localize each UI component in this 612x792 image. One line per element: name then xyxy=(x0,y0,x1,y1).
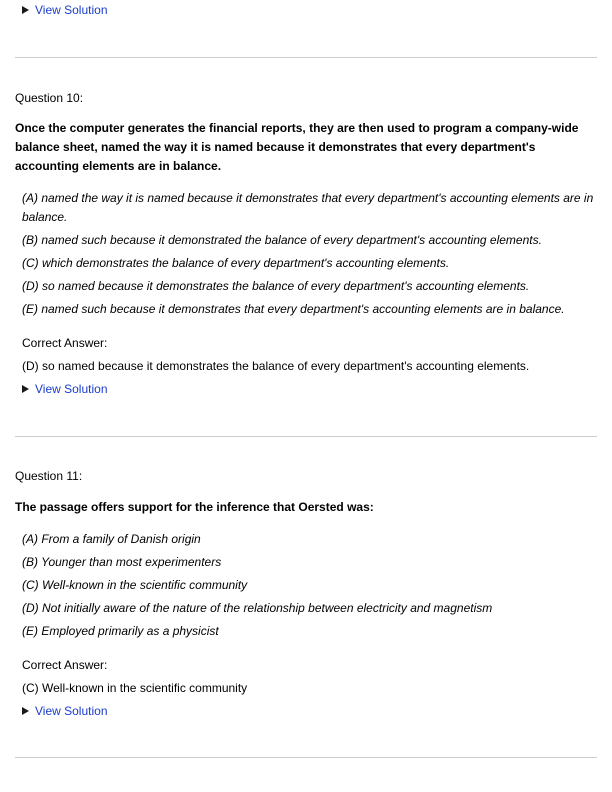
play-triangle-icon xyxy=(22,6,29,14)
divider xyxy=(15,757,597,758)
question-11-correct-label: Correct Answer: xyxy=(22,658,108,672)
question-10-title: Question 10: xyxy=(15,91,84,105)
view-solution-label: View Solution xyxy=(35,704,108,718)
question-11-option-b: (B) Younger than most experimenters xyxy=(22,555,222,569)
view-solution-link-q9[interactable] xyxy=(22,1,108,19)
question-11-stem: The passage offers support for the inference that Oersted was: xyxy=(15,500,374,514)
question-11-option-e: (E) Employed primarily as a physicist xyxy=(22,624,219,638)
question-10-option-a: (A) named the way it is named because it demonstrates that every department's accounting elements are in balance. xyxy=(22,191,594,224)
question-11-option-d: (D) Not initially aware of the nature of the relationship between electricity and magnetism xyxy=(22,601,493,615)
question-10-correct-label: Correct Answer: xyxy=(22,336,108,350)
question-11-option-c: (C) Well-known in the scientific community xyxy=(22,578,248,592)
divider xyxy=(15,436,597,437)
divider xyxy=(15,57,597,58)
question-10-stem: Once the computer generates the financial reports, they are then used to program a company-wide balance sheet, named the way it is named because it demonstrates that every department's accounting elements are in balance. xyxy=(15,121,579,173)
question-10-correct-value: (D) so named because it demonstrates the balance of every department's accounting elements. xyxy=(22,359,530,373)
play-triangle-icon xyxy=(22,707,29,715)
play-triangle-icon xyxy=(22,385,29,393)
view-solution-label: View Solution xyxy=(35,382,108,396)
view-solution-link-q11[interactable] xyxy=(22,702,108,720)
question-10-option-e: (E) named such because it demonstrates that every department's accounting elements are in balance. xyxy=(22,302,565,316)
view-solution-link-q10[interactable] xyxy=(22,380,108,398)
question-11-title: Question 11: xyxy=(15,469,83,483)
question-10-option-c: (C) which demonstrates the balance of every department's accounting elements. xyxy=(22,256,450,270)
question-11-correct-value: (C) Well-known in the scientific community xyxy=(22,681,248,695)
question-11-option-a: (A) From a family of Danish origin xyxy=(22,532,201,546)
question-10-option-d: (D) so named because it demonstrates the balance of every department's accounting elements. xyxy=(22,279,530,293)
view-solution-label: View Solution xyxy=(35,3,108,17)
question-10-option-b: (B) named such because it demonstrated the balance of every department's accounting elements. xyxy=(22,233,542,247)
